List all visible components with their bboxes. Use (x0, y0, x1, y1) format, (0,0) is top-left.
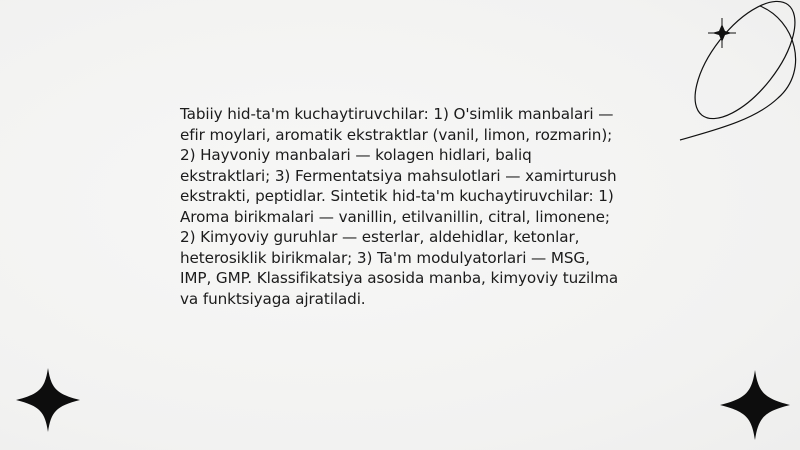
four-point-star-icon (720, 370, 790, 440)
four-point-star-icon (16, 368, 80, 432)
slide-body-text: Tabiiy hid-ta'm kuchaytiruvchilar: 1) O'simlik manbalari — efir moylari, aromatik ekstraktlar (vanil, limon, rozmarin); 2) Hayvoniy manbalari — kolagen hidlari, baliq ekstraktlari; 3) Fermentatsiya mahsulotlari — xamirturush ekstrakti, peptidlar. Sintetik hid-ta'm kuchaytiruvchilar: 1) Aroma birikmalari — vanillin, etilvanillin, citral, limonene; 2) Kimyoviy guruhlar — esterlar, aldehidlar, ketonlar, heterosiklik birikmalar; 3) Ta'm modulyatorlari — MSG, IMP, GMP. Klassifikatsiya asosida manba, kimyoviy tuzilma va funktsiyaga ajratiladi. (180, 105, 619, 308)
orbit-icon (660, 0, 800, 150)
